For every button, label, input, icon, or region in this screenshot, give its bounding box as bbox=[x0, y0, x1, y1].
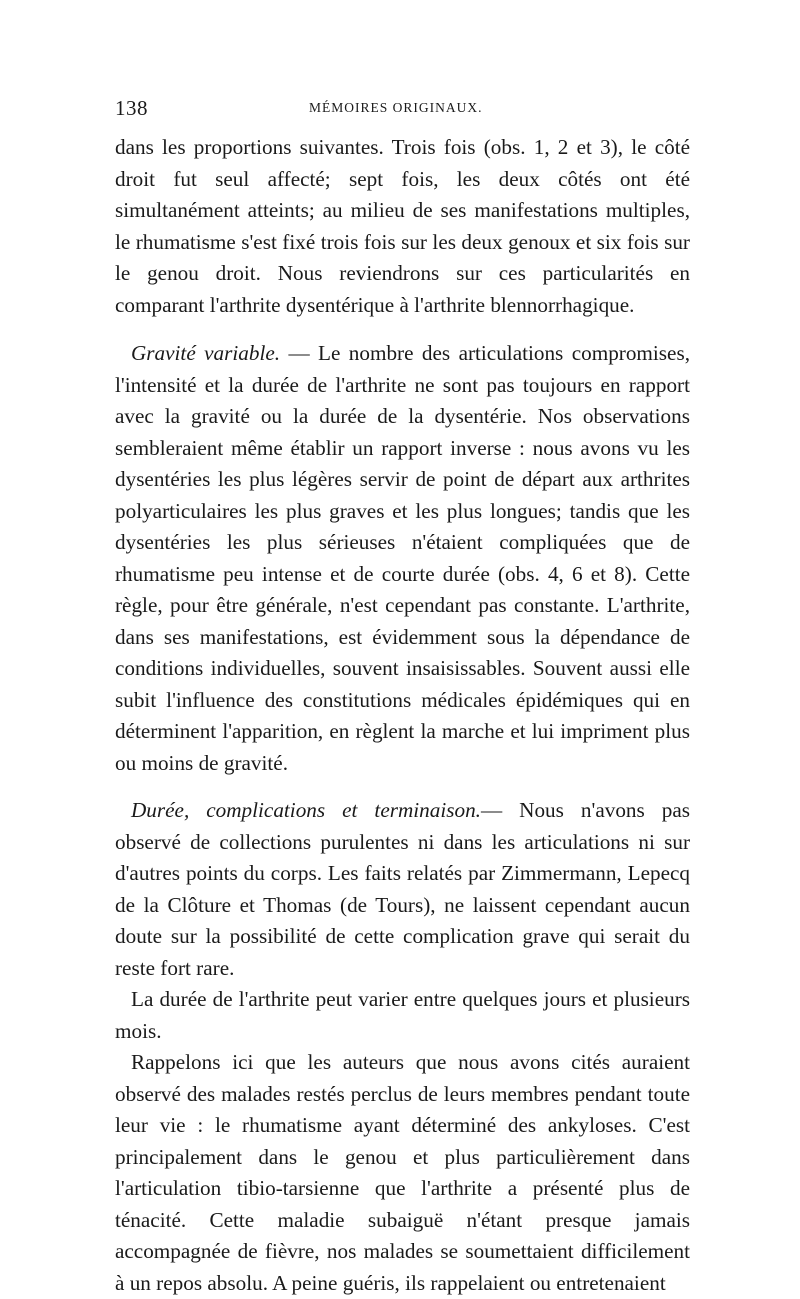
page-number: 138 bbox=[115, 96, 148, 120]
book-page bbox=[115, 96, 690, 1299]
page-header bbox=[115, 96, 690, 132]
paragraph-continuation bbox=[115, 132, 690, 321]
section-heading-gravite: Gravité variable. bbox=[131, 341, 281, 365]
paragraph-text: Rappelons ici que les auteurs que nous avons cités auraient observé des malades restés perclus de leurs membres pendant toute leur vie : le rhumatisme ayant déterminé des ankyloses. C'est principalement dans le genou et plus particulièrement dans l'articulation tibio-tarsienne que l'arthrite a présenté plus de ténacité. Cette maladie subaiguë n'étant presque jamais accompagnée de fièvre, nos malades se soumettaient difficilement à un repos absolu. A peine guéris, ils rappelaient ou entretenaient bbox=[115, 1050, 690, 1295]
running-head: MÉMOIRES ORIGINAUX. bbox=[309, 100, 483, 115]
paragraph-text: — Le nombre des articulations compromises, l'intensité et la durée de l'arthrite ne sont pas toujours en rapport avec la gravité ou la durée de la dysentérie. Nos observations sembleraient même établir un rapport inverse : nous avons vu les dysentéries les plus légères servir de point de départ aux arthrites polyarticulaires les plus graves et les plus longues; tandis que les dysentéries les plus sérieuses n'étaient compliquées que de rhumatisme peu intense et de courte durée (obs. 4, 6 et 8). Cette règle, pour être générale, n'est cependant pas constante. L'arthrite, dans ses manifestations, est évidemment sous la dépendance de conditions individuelles, souvent insaisissables. Souvent aussi elle subit l'influence des constitutions médicales épidémiques qui en déterminent l'apparition, en règlent la marche et lui impriment plus ou moins de gravité. bbox=[115, 341, 690, 775]
paragraph-text: La durée de l'arthrite peut varier entre quelques jours et plusieurs mois. bbox=[115, 987, 690, 1043]
paragraph-rappelons bbox=[115, 1047, 690, 1299]
paragraph-duree-arthrite bbox=[115, 984, 690, 1047]
paragraph-gravite-variable bbox=[115, 338, 690, 779]
paragraph-text: — Nous n'avons pas observé de collections purulentes ni dans les articulations ni sur d'autres points du corps. Les faits relatés par Zimmermann, Lepecq de la Clôture et Thomas (de Tours), ne laissent cependant aucun doute sur la possibilité de cette complication grave qui serait du reste fort rare. bbox=[115, 798, 690, 980]
section-heading-duree: Durée, complications et terminaison. bbox=[131, 798, 481, 822]
paragraph-text: dans les proportions suivantes. Trois fois (obs. 1, 2 et 3), le côté droit fut seul affecté; sept fois, les deux côtés ont été simultanément atteints; au milieu de ses manifestations multiples, le rhumatisme s'est fixé trois fois sur les deux genoux et six fois sur le genou droit. Nous reviendrons sur ces particularités en comparant l'arthrite dysentérique à l'arthrite blennorrhagique. bbox=[115, 135, 690, 317]
paragraph-duree-complications bbox=[115, 795, 690, 984]
